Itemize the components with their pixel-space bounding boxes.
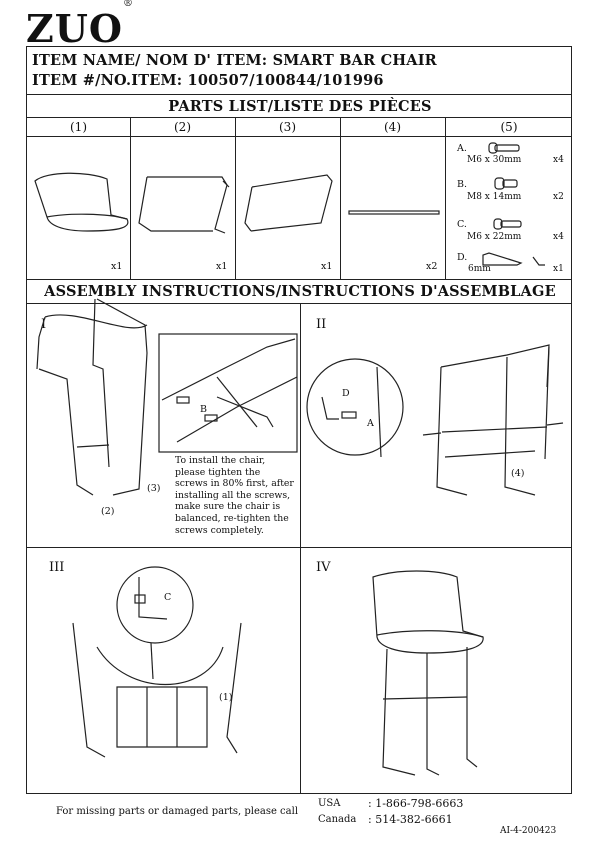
hardware-quantity: x1: [553, 264, 564, 274]
canada-label: Canada: [318, 814, 357, 825]
side-frame-drawing: [139, 177, 229, 233]
step-numeral: III: [49, 560, 65, 575]
step-numeral: I: [41, 317, 47, 332]
usa-label: USA: [318, 798, 341, 809]
step-4-drawing: [373, 571, 483, 775]
part-quantity: x1: [111, 261, 123, 272]
brand-logo: [26, 0, 134, 51]
usa-phone: : 1-866-798-6663: [368, 797, 464, 810]
callout-label: A: [367, 418, 374, 429]
instruction-sheet: [26, 46, 572, 794]
crossbar-drawing: [349, 211, 439, 214]
hardware-size: 6mm: [468, 264, 491, 274]
part-quantity: x1: [216, 261, 228, 272]
hardware-size: M6 x 22mm: [467, 232, 522, 242]
registered-mark: ®: [122, 0, 134, 10]
hardware-letter: A.: [457, 143, 467, 154]
assembly-title: ASSEMBLY INSTRUCTIONS/INSTRUCTIONS D'ASSEMBLAGE: [44, 283, 556, 300]
hardware-letter: B.: [457, 179, 468, 190]
hardware-quantity: x2: [553, 192, 564, 202]
missing-parts-note: For missing parts or damaged parts, please call: [56, 806, 299, 817]
callout-label: (2): [101, 506, 115, 517]
step-1-drawing: [37, 299, 297, 495]
step-2-drawing: [307, 345, 563, 495]
hardware-quantity: x4: [553, 155, 564, 165]
item-number: ITEM #/NO.ITEM: 100507/100844/101996: [32, 72, 384, 89]
part-number: (1): [70, 120, 87, 134]
side-frame-drawing: [245, 175, 332, 231]
assembly-note: To install the chair, please tighten the screws in 80% first, after installing all the screws, make sure the chair is balanced, re-tighten the screws completely.: [175, 455, 294, 536]
canada-phone: : 514-382-6661: [368, 813, 453, 826]
part-number: (2): [174, 120, 191, 134]
document-code: AI-4-200423: [500, 826, 557, 836]
hardware-quantity: x4: [553, 232, 564, 242]
step-numeral: IV: [316, 560, 331, 575]
hardware-letter: D.: [457, 252, 468, 263]
callout-label: (4): [511, 468, 525, 479]
hardware-size: M6 x 30mm: [467, 155, 522, 165]
brand-name: ZUO: [26, 6, 123, 51]
part-number: (4): [384, 120, 401, 134]
item-name: ITEM NAME/ NOM D' ITEM: SMART BAR CHAIR: [32, 52, 437, 69]
part-number: (5): [500, 120, 518, 134]
step-numeral: II: [316, 317, 327, 332]
step-3-drawing: [73, 567, 241, 757]
callout-label: B: [200, 404, 207, 415]
callout-label: C: [164, 592, 172, 603]
part-number: (3): [279, 120, 296, 134]
part-quantity: x1: [321, 261, 333, 272]
parts-list-title: PARTS LIST/LISTE DES PIÈCES: [168, 98, 432, 115]
callout-label: (3): [147, 483, 161, 494]
part-quantity: x2: [426, 261, 438, 272]
seat-drawing: [35, 173, 128, 231]
line-drawings: [27, 47, 573, 795]
hardware-size: M8 x 14mm: [467, 192, 522, 202]
screw-drawings: [483, 143, 545, 265]
callout-label: (1): [219, 692, 233, 703]
callout-label: D: [342, 388, 350, 399]
hardware-letter: C.: [457, 219, 467, 230]
